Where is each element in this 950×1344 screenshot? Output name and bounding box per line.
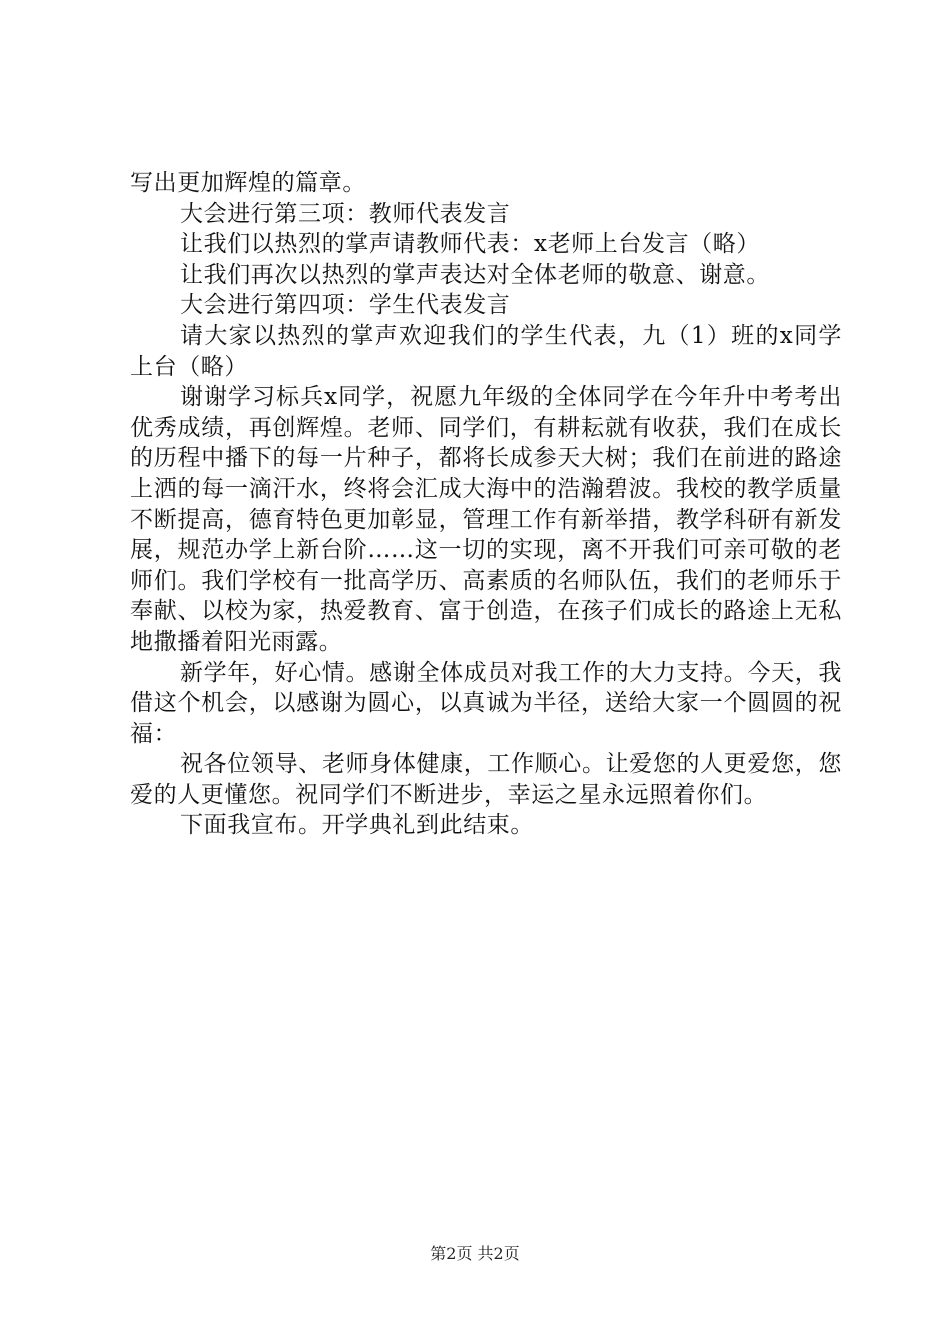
paragraph-new-year: 新学年，好心情。感谢全体成员对我工作的大力支持。今天，我借这个机会，以感谢为圆心，以真诚为半径，送给大家一个圆圆的祝福： xyxy=(130,659,842,747)
paragraph-agenda-item-four: 大会进行第四项：学生代表发言 xyxy=(180,292,511,319)
paragraph-blessing: 祝各位领导、老师身体健康，工作顺心。让爱您的人更爱您，您爱的人更懂您。祝同学们不断进步，幸运之星永远照着你们。 xyxy=(130,751,842,808)
paragraph-closing: 下面我宣布。开学典礼到此结束。 xyxy=(180,812,534,839)
paragraph-continuation: 写出更加辉煌的篇章。 xyxy=(130,170,366,196)
document-body xyxy=(130,168,842,841)
paragraph-teacher-invite: 让我们以热烈的掌声请教师代表：x老师上台发言（略） xyxy=(180,231,760,258)
paragraph-teacher-thanks: 让我们再次以热烈的掌声表达对全体老师的敬意、谢意。 xyxy=(180,261,770,288)
page-footer xyxy=(0,1243,950,1265)
paragraph-agenda-item-three: 大会进行第三项：教师代表发言 xyxy=(180,200,511,227)
paragraph-student-thanks: 谢谢学习标兵x同学，祝愿九年级的全体同学在今年升中考考出优秀成绩，再创辉煌。老师、同学们，有耕耘就有收获，我们在成长的历程中播下的每一片种子，都将长成参天大树；我们在前进的路途上洒的每一滴汗水，终将会汇成大海中的浩瀚碧波。我校的教学质量不断提高，德育特色更加彰显，管理工作有新举措，教学科研有新发展，规范办学上新台阶……这一切的实现，离不开我们可亲可敬的老师们。我们学校有一批高学历、高素质的名师队伍，我们的老师乐于奉献、以校为家，热爱教育、富于创造，在孩子们成长的路途上无私地撒播着阳光雨露。 xyxy=(130,384,842,655)
paragraph-student-invite: 请大家以热烈的掌声欢迎我们的学生代表，九（1）班的x同学上台（略） xyxy=(130,322,842,380)
page-number-label: 第2页 共2页 xyxy=(430,1244,520,1263)
